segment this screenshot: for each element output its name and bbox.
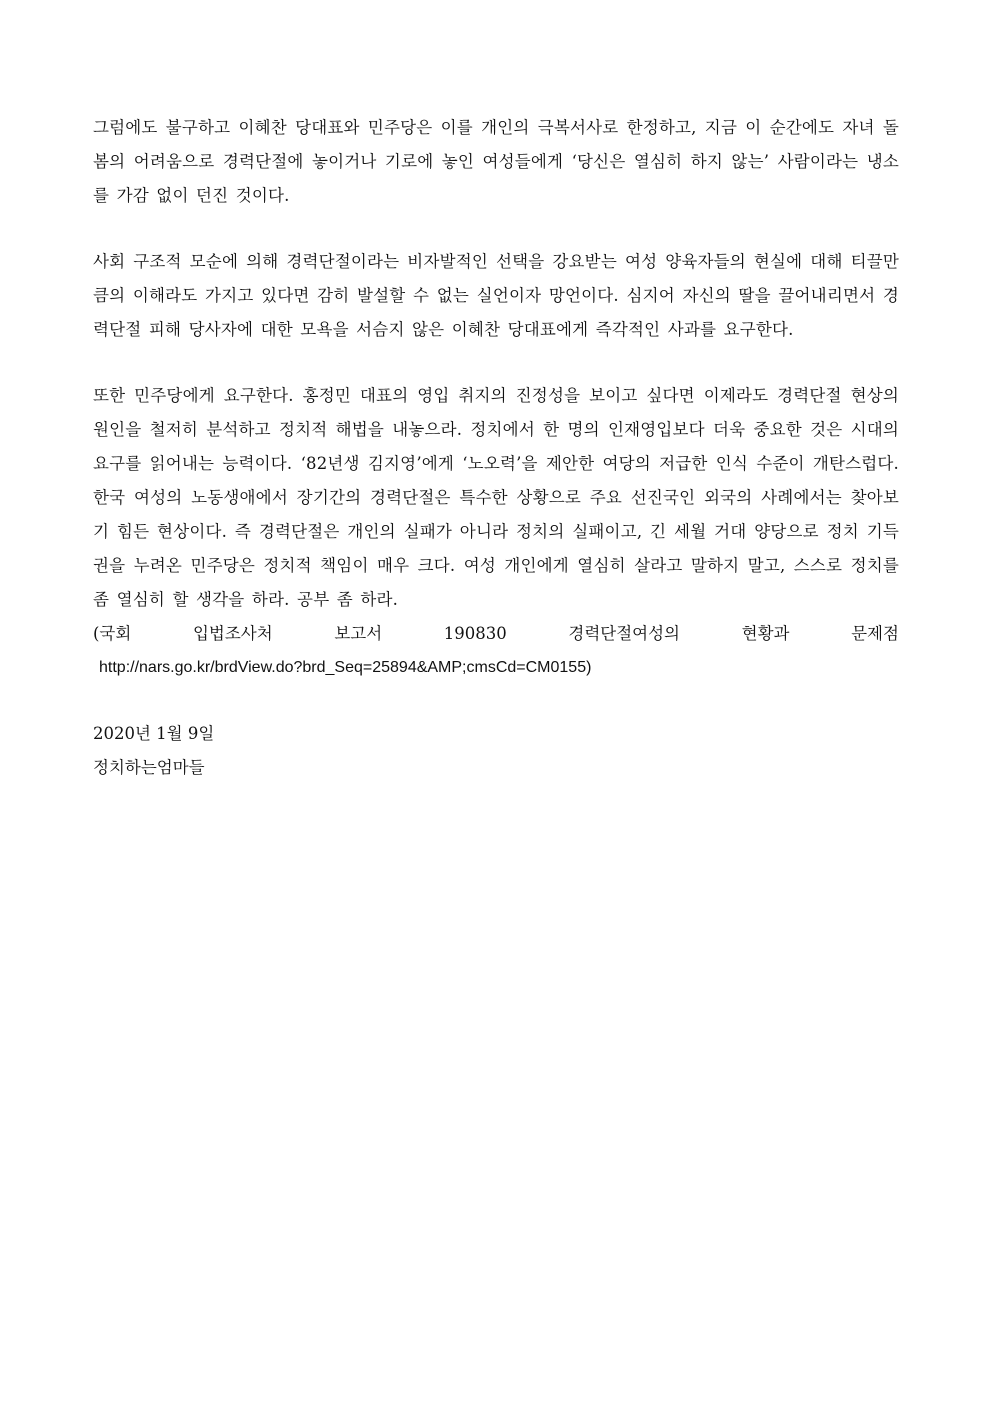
source-part: 보고서 <box>334 624 383 643</box>
source-part: (국회 <box>93 624 132 643</box>
footer <box>93 717 899 785</box>
source-citation <box>93 617 899 685</box>
document-date: 2020년 1월 9일 <box>93 724 215 743</box>
paragraph-2: 사회 구조적 모순에 의해 경력단절이라는 비자발적인 선택을 강요받는 여성 양육자들의 현실에 대해 티끌만큼의 이해라도 가지고 있다면 감히 발설할 수 없는 실언이자 망언이다. 심지어 자신의 딸을 끌어내리면서 경력단절 피해 당사자에 대한 모욕을 서슴지 않은 이혜찬 당대표에게 즉각적인 사과를 요구한다. <box>93 252 899 339</box>
paragraph-3: 또한 민주당에게 요구한다. 홍정민 대표의 영입 취지의 진정성을 보이고 싶다면 이제라도 경력단절 현상의 원인을 철저히 분석하고 정치적 해법을 내놓으라. 정치에서 한 명의 인재영입보다 더욱 중요한 것은 시대의 요구를 읽어내는 능력이다. ‘82년생 김지영’에게 ‘노오력’을 제안한 여당의 저급한 인식 수준이 개탄스럽다. 한국 여성의 노동생애에서 장기간의 경력단절은 특수한 상황으로 주요 선진국인 외국의 사례에서는 찾아보기 힘든 현상이다. 즉 경력단절은 개인의 실패가 아니라 정치의 실패이고, 긴 세월 거대 양당으로 정치 기득권을 누려온 민주당은 정치적 책임이 매우 크다. 여성 개인에게 열심히 살라고 말하지 말고, 스스로 정치를 좀 열심히 할 생각을 하라. 공부 좀 하라. <box>93 386 899 609</box>
document-author: 정치하는엄마들 <box>93 758 205 777</box>
source-part: 문제점 <box>851 624 899 643</box>
source-part: 190830 <box>443 624 507 643</box>
source-url: http://nars.go.kr/brdView.do?brd_Seq=25894&AMP;cmsCd=CM0155) <box>99 659 592 676</box>
source-part: 입법조사처 <box>192 624 273 643</box>
paragraph-1: 그럼에도 불구하고 이혜찬 당대표와 민주당은 이를 개인의 극복서사로 한정하고, 지금 이 순간에도 자녀 돌봄의 어려움으로 경력단절에 놓이거나 기로에 놓인 여성들에게 ‘당신은 열심히 하지 않는’ 사람이라는 냉소를 가감 없이 던진 것이다. <box>93 118 899 205</box>
source-title-line <box>93 617 899 651</box>
source-part: 경력단절여성의 <box>568 624 680 643</box>
document-page <box>93 111 899 785</box>
source-part: 현황과 <box>741 624 790 643</box>
